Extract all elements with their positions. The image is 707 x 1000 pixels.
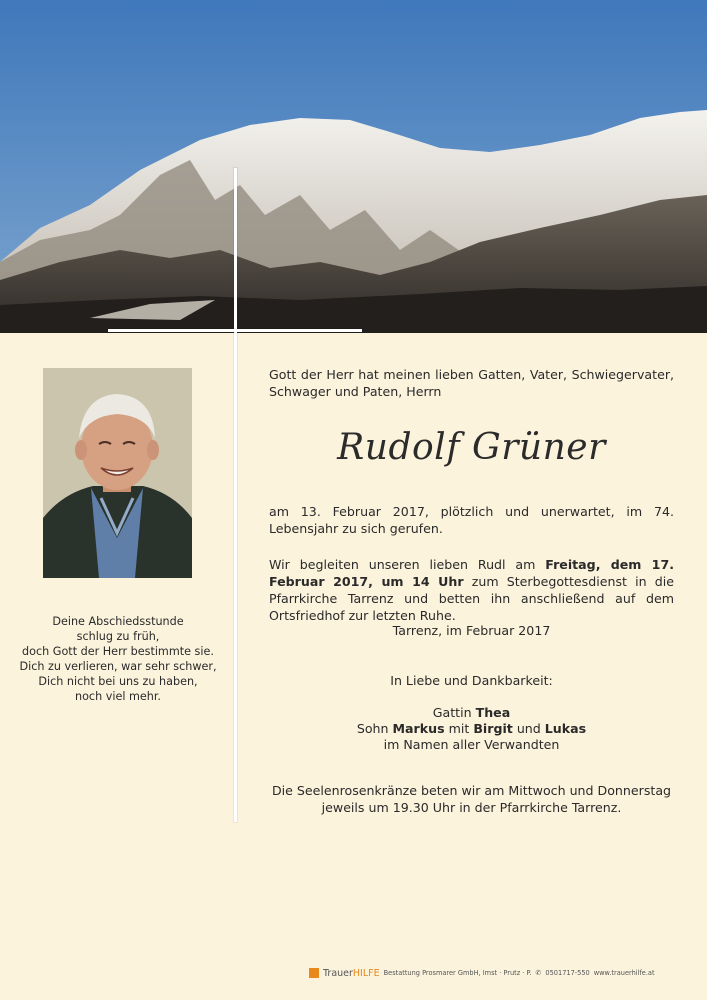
verse-line: noch viel mehr. [74, 690, 161, 703]
family-name-birgit: Birgit [473, 721, 513, 736]
family-line-relatives: im Namen aller Verwandten [383, 737, 560, 752]
family-line-son [269, 720, 674, 737]
death-notice-text: am 13. Februar 2017, plötzlich und unerwartet, im 74. Lebensjahr zu sich gerufen. [269, 504, 674, 536]
service-text-before: Wir begleiten unseren lieben Rudl am [269, 557, 546, 572]
love-and-gratitude: In Liebe und Dankbarkeit: [390, 673, 553, 688]
website-link[interactable]: www.trauerhilfe.at [593, 969, 655, 977]
header-mountain-image [0, 0, 707, 333]
memorial-verse [18, 614, 218, 704]
rosary-info-line: jeweils um 19.30 Uhr in der Pfarrkirche Tarrenz. [321, 800, 622, 815]
family-label: Sohn [356, 721, 393, 736]
service-date-time: Freitag, dem 17. Februar 2017, um 14 Uhr [269, 557, 674, 589]
family-name-lukas: Lukas [544, 721, 587, 736]
verse-line: doch Gott der Herr bestimmte sie. [22, 645, 214, 658]
family-name-markus: Markus [392, 721, 445, 736]
funeral-service-text [269, 556, 674, 624]
family-name-thea: Thea [475, 705, 511, 720]
family-connector: mit [444, 721, 474, 736]
family-label: Gattin [432, 705, 476, 720]
verse-line: Dich zu verlieren, war sehr schwer, [19, 660, 217, 673]
intro-text: Gott der Herr hat meinen lieben Gatten, Vater, Schwiegervater, Schwager und Paten, Herrn [269, 367, 674, 399]
verse-line: Deine Abschiedsstunde [52, 615, 184, 628]
cross-vertical-bar [234, 168, 237, 822]
deceased-name: Rudolf Grüner [337, 427, 606, 468]
phone-number: 0501717-550 [545, 969, 590, 977]
verse-line: Dich nicht bei uns zu haben, [38, 675, 198, 688]
portrait-illustration [43, 368, 192, 578]
footer [309, 966, 655, 980]
rosary-info-line: Die Seelenrosenkränze beten wir am Mittwoch und Donnerstag [271, 783, 672, 798]
trauerhilfe-logo-icon [309, 968, 319, 978]
family-line-wife [269, 704, 674, 721]
service-text-after: zum Sterbegottesdienst in die Pfarrkirche Tarrenz und betten ihn anschließend auf dem Ortsfriedhof zur letzten Ruhe. [269, 574, 674, 623]
brand-name-part1: Trauer [323, 967, 353, 979]
mountain-landscape [0, 0, 707, 333]
place-and-date: Tarrenz, im Februar 2017 [392, 623, 551, 638]
verse-line: schlug zu früh, [76, 630, 160, 643]
company-info: Bestattung Prosmarer GmbH, Imst · Prutz · P. [383, 969, 532, 977]
family-connector: und [512, 721, 545, 736]
cross-horizontal-bar [108, 329, 362, 332]
portrait-photo [43, 368, 192, 578]
phone-icon: ✆ [535, 969, 542, 977]
brand-name-part2: HILFE [352, 967, 380, 979]
